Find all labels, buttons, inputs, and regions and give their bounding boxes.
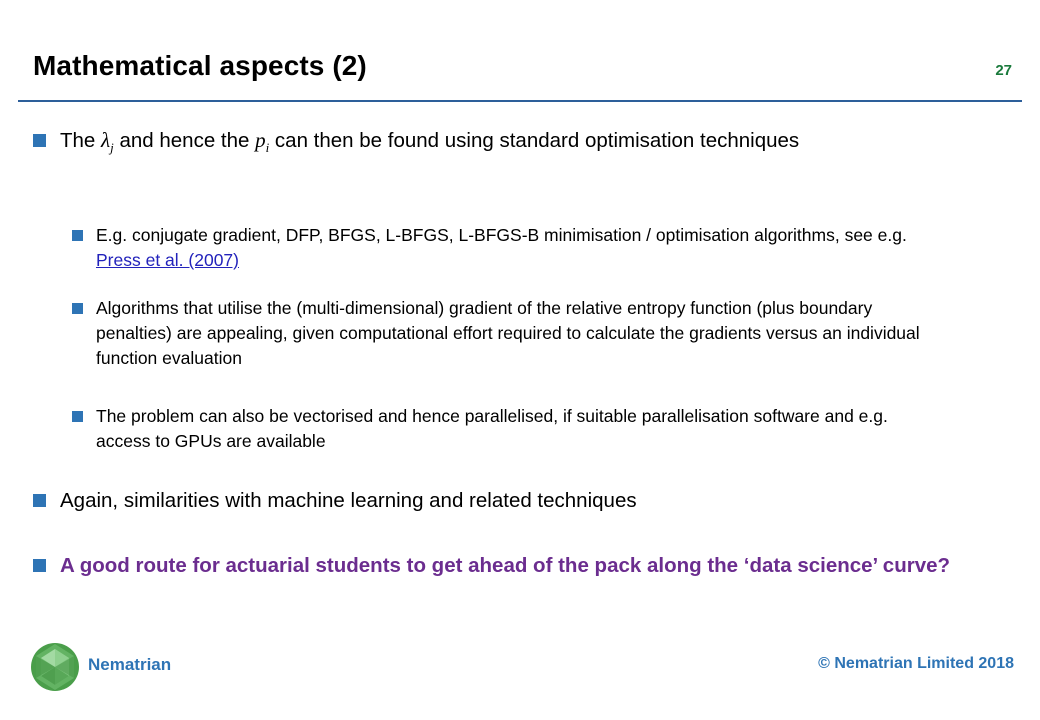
bullet-level1-2-text: Again, similarities with machine learning and related techniques — [60, 489, 637, 512]
bullet-level1-1 — [33, 126, 953, 162]
page-title: Mathematical aspects (2) — [33, 50, 367, 81]
bullet-marker-square-icon — [72, 230, 83, 241]
brand-name: Nematrian — [88, 655, 172, 674]
bullet-level2-2 — [72, 296, 932, 371]
bullet-marker-square-icon — [72, 303, 83, 314]
copyright-notice: © Nematrian Limited 2018 — [818, 655, 1014, 672]
math-lambda-j: $\lambda_j$ — [101, 128, 114, 156]
bullet-level2-3 — [72, 404, 932, 454]
bullet-marker-square-icon — [72, 411, 83, 422]
header-divider — [18, 100, 1022, 102]
page-number: 27 — [995, 62, 1012, 79]
bullet-1-text-part2: and hence the — [113, 129, 256, 152]
bullet-level2-2-text: Algorithms that utilise the (multi-dimensional) gradient of the relative entropy function (plus boundary penalties) are appealing, given computational effort required to calculate the gradients versus an individual function evaluation — [96, 298, 920, 368]
bullet-marker-square-icon — [33, 494, 46, 507]
bullet-level2-1-lead: E.g. conjugate gradient, DFP, BFGS, L-BFGS, L-BFGS-B minimisation / optimisation algorithms, see e.g. — [96, 225, 907, 245]
bullet-marker-square-icon — [33, 559, 46, 572]
bullet-level1-3-text: A good route for actuarial students to get ahead of the pack along the ‘data science’ curve? — [60, 554, 951, 577]
nematrian-logo-icon — [28, 640, 82, 694]
math-p-i: $p_i$ — [255, 128, 270, 156]
bullet-level1-1-text — [60, 126, 799, 162]
bullet-level2-1-text — [96, 223, 932, 273]
bullet-1-text-part1: The — [60, 129, 102, 152]
reference-link-press-2007[interactable]: Press et al. (2007) — [96, 250, 239, 270]
bullet-marker-square-icon — [33, 134, 46, 147]
bullet-level1-3 — [33, 551, 963, 580]
bullet-1-text-part3: can then be found using standard optimisation techniques — [269, 129, 800, 152]
bullet-level2-1 — [72, 223, 932, 273]
bullet-level2-3-text: The problem can also be vectorised and hence parallelised, if suitable parallelisation software and e.g. access to GPUs are available — [96, 406, 888, 451]
bullet-level1-2 — [33, 486, 953, 515]
